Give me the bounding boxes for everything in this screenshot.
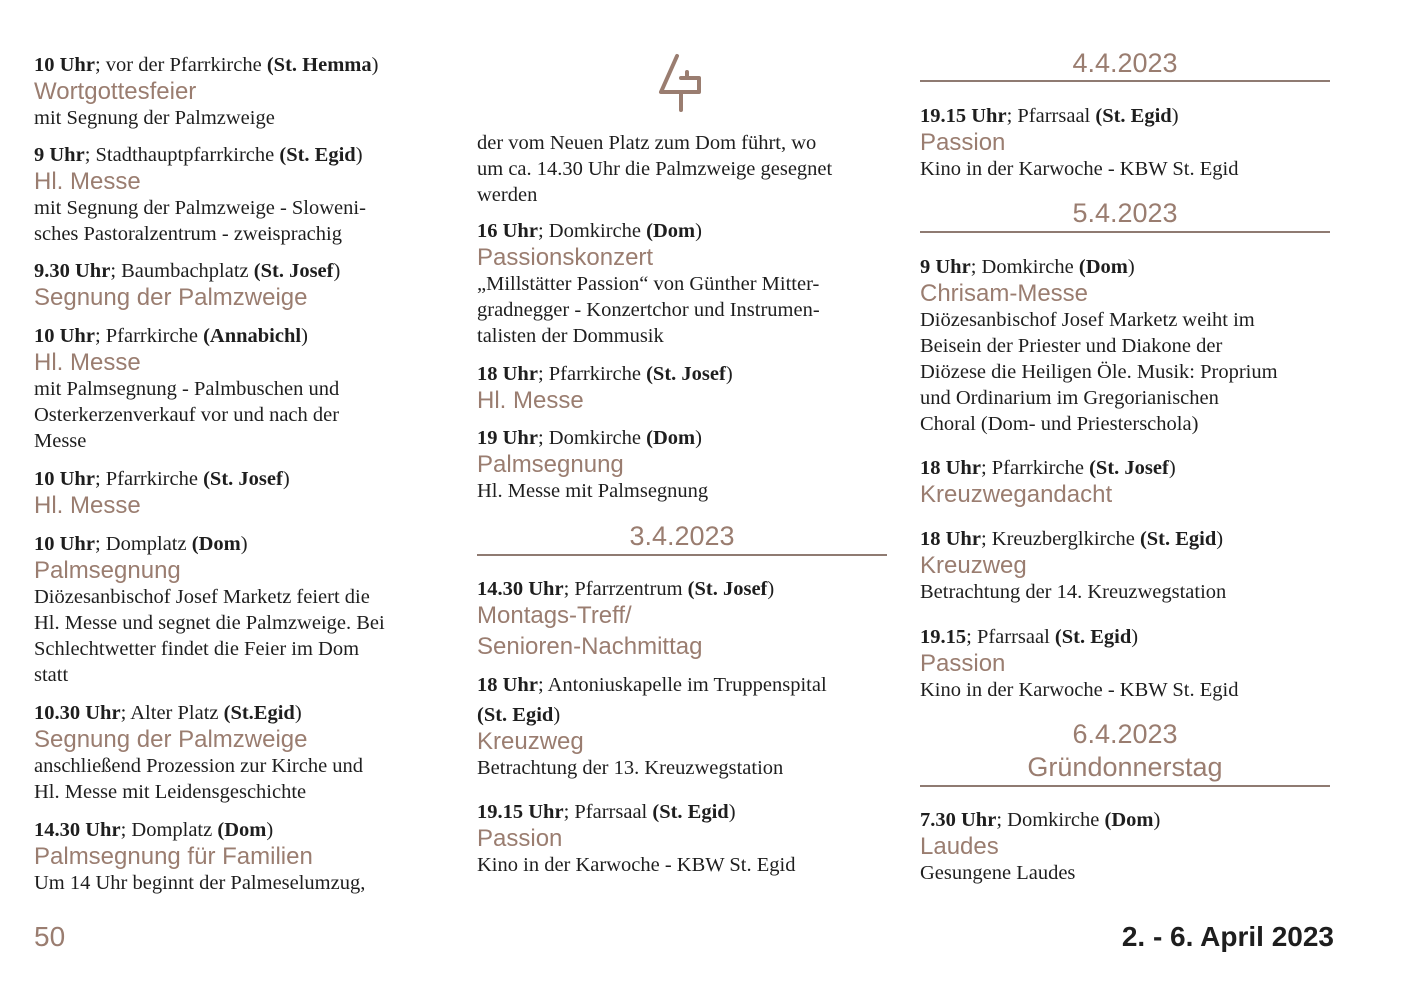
event-time: 10 Uhr	[34, 533, 95, 555]
event	[34, 817, 365, 896]
event-location: ; Domkirche	[537, 220, 647, 242]
event-time: 7.30 Uhr	[920, 809, 997, 831]
event-title: Montags-Treff/	[477, 602, 632, 629]
event-location: ; Pfarrkirche	[980, 457, 1090, 479]
day-name-heading: Gründonnerstag	[1027, 752, 1223, 782]
event-title: Hl. Messe	[34, 349, 141, 376]
event-title: Kreuzweg	[920, 552, 1027, 579]
event	[34, 700, 363, 805]
event-time: 19.15 Uhr	[477, 801, 564, 823]
event-header: 18 Uhr; Kreuzberglkirche (St. Egid)	[920, 528, 1224, 550]
event-title: Palmsegnung	[34, 557, 181, 584]
event-title: Laudes	[920, 833, 999, 860]
event-desc: Betrachtung der 14. Kreuzwegstation	[920, 581, 1227, 603]
event	[477, 218, 820, 349]
event-time: 10 Uhr	[34, 468, 95, 490]
event-parish: St. Josef	[209, 468, 283, 490]
event-location: ; Pfarrkirche	[537, 363, 647, 385]
event-time: 16 Uhr	[477, 220, 538, 242]
event-time: 9 Uhr	[34, 144, 85, 166]
event-location: ; Stadthauptpfarrkirche	[84, 144, 280, 166]
event-title: Hl. Messe	[34, 168, 141, 195]
event-header: 19.15; Pfarrsaal (St. Egid)	[920, 626, 1139, 648]
event-time: 9 Uhr	[920, 256, 971, 278]
event-header: 19 Uhr; Domkirche (Dom)	[477, 427, 702, 449]
event-time: 18 Uhr	[477, 674, 538, 696]
event	[477, 576, 774, 660]
page-number: 50	[34, 921, 66, 952]
event-location: ; vor der Pfarrkirche	[94, 54, 267, 76]
event-location: ; Pfarrsaal	[966, 626, 1055, 648]
event-desc: gradnegger - Konzertchor und Instrumen-	[477, 299, 820, 321]
event-desc: „Millstätter Passion“ von Günther Mitter-	[477, 273, 820, 295]
continued-line: um ca. 14.30 Uhr die Palmzweige gesegnet	[477, 158, 833, 180]
event-header: 10 Uhr; Pfarrkirche (St. Josef)	[34, 468, 290, 490]
event-parish: St. Josef	[652, 363, 726, 385]
event	[34, 531, 385, 688]
event	[920, 254, 1278, 437]
event-location: ; Domplatz	[120, 819, 218, 841]
event-parish: St. Josef	[1095, 457, 1169, 479]
event	[920, 526, 1226, 605]
event-title: Passion	[920, 129, 1006, 156]
event-desc: Schlechtwetter findet die Feier im Dom	[34, 638, 360, 660]
event-time: 14.30 Uhr	[477, 578, 564, 600]
event-location: ; Kreuzberglkirche	[980, 528, 1140, 550]
event-parish: St. Egid	[1102, 105, 1172, 127]
event	[920, 103, 1238, 182]
event-time: 10 Uhr	[34, 325, 95, 347]
event-desc: Kino in der Karwoche - KBW St. Egid	[477, 854, 796, 876]
event	[34, 323, 339, 454]
event-header: 9 Uhr; Stadthauptpfarrkirche (St. Egid)	[34, 144, 363, 166]
event-header	[477, 672, 827, 698]
event-parish: Dom	[224, 819, 267, 841]
event	[34, 466, 290, 519]
event-desc: Diözese die Heiligen Öle. Musik: Proprium	[920, 361, 1278, 383]
event-parish: Dom	[652, 220, 696, 242]
event-time: 18 Uhr	[920, 457, 981, 479]
event-title: Palmsegnung für Familien	[34, 843, 313, 870]
date-rule	[477, 554, 887, 556]
date-heading: 5.4.2023	[1072, 198, 1178, 228]
event-parish: St. Egid	[286, 144, 356, 166]
event-time: 9.30 Uhr	[34, 260, 111, 282]
event-location: ; Alter Platz	[120, 702, 224, 724]
event-desc: Diözesanbischof Josef Marketz weiht im	[920, 309, 1255, 331]
event-parish: St. Josef	[694, 578, 768, 600]
date-heading: 6.4.2023	[1072, 719, 1178, 749]
event-time: 19 Uhr	[477, 427, 538, 449]
event-parish: Dom	[652, 427, 696, 449]
event-header: 19.15 Uhr; Pfarrsaal (St. Egid)	[920, 105, 1179, 127]
event-desc: sches Pastoralzentrum - zweisprachig	[34, 223, 342, 245]
event-header: 10 Uhr; vor der Pfarrkirche (St. Hemma)	[34, 54, 379, 76]
continued-line: der vom Neuen Platz zum Dom führt, wo	[477, 132, 817, 154]
event-time: 19.15	[920, 626, 967, 648]
event-title: Hl. Messe	[34, 492, 141, 519]
event-location: ; Domkirche	[970, 256, 1079, 278]
event-title: Kreuzweg	[477, 728, 584, 755]
event	[920, 807, 1160, 886]
event-parish: Dom	[1085, 256, 1128, 278]
event-time: 10.30 Uhr	[34, 702, 121, 724]
event-desc: Hl. Messe und segnet die Palmzweige. Bei	[34, 612, 385, 634]
event	[34, 258, 340, 311]
event-location: ; Pfarrkirche	[94, 325, 204, 347]
event-desc: Gesungene Laudes	[920, 862, 1076, 884]
event	[34, 52, 378, 131]
continued-text	[477, 130, 832, 208]
event-header: 10 Uhr; Pfarrkirche (Annabichl)	[34, 325, 308, 347]
event-title: Kreuzwegandacht	[920, 481, 1113, 508]
event-parish: Dom	[1111, 809, 1154, 831]
event	[477, 425, 708, 504]
event	[920, 455, 1176, 508]
event-header: 14.30 Uhr; Pfarrzentrum (St. Josef)	[477, 578, 775, 600]
date-range: 2. - 6. April 2023	[1121, 921, 1334, 952]
event-header: 10.30 Uhr; Alter Platz (St.Egid)	[34, 702, 302, 724]
event-header: 10 Uhr; Domplatz (Dom)	[34, 533, 248, 555]
date-rule	[920, 231, 1330, 233]
event-time: 18 Uhr	[477, 363, 538, 385]
event-header: 16 Uhr; Domkirche (Dom)	[477, 220, 702, 242]
event-desc: Osterkerzenverkauf vor und nach der	[34, 404, 340, 426]
event-header-line2: (St. Egid)	[477, 704, 561, 726]
event-parish: St. Egid	[1061, 626, 1132, 648]
date-heading: 4.4.2023	[1072, 48, 1178, 78]
event-title: Passion	[477, 825, 563, 852]
event-time: 14.30 Uhr	[34, 819, 121, 841]
continued-line: werden	[477, 184, 538, 206]
event-desc: statt	[34, 664, 69, 686]
event-desc: anschließend Prozession zur Kirche und	[34, 755, 364, 777]
date-rule	[920, 785, 1330, 787]
event-desc: Kino in der Karwoche - KBW St. Egid	[920, 679, 1239, 701]
event-parish: Annabichl	[209, 325, 302, 347]
event-desc: mit Palmsegnung - Palmbuschen und	[34, 378, 340, 400]
event-desc: Hl. Messe mit Leidensgeschichte	[34, 781, 307, 803]
event-location: ; Antoniuskapelle im Truppenspital	[537, 674, 827, 696]
event-desc: Hl. Messe mit Palmsegnung	[477, 480, 709, 502]
event-title: Palmsegnung	[477, 451, 624, 478]
event-desc: Messe	[34, 430, 87, 452]
event	[477, 799, 795, 878]
event	[34, 142, 366, 247]
event-header: 18 Uhr; Pfarrkirche (St. Josef)	[477, 363, 733, 385]
event-desc: und Ordinarium im Gregorianischen	[920, 387, 1219, 409]
event	[477, 672, 827, 781]
event-header: 9.30 Uhr; Baumbachplatz (St. Josef)	[34, 260, 341, 282]
event-header: 14.30 Uhr; Domplatz (Dom)	[34, 819, 274, 841]
event-title: Wortgottesfeier	[34, 78, 197, 105]
event-parish: Dom	[198, 533, 241, 555]
event-parish: St. Egid	[483, 704, 554, 726]
cross-four-icon	[653, 52, 709, 114]
event-time: 10 Uhr	[34, 54, 95, 76]
event-location: ; Pfarrsaal	[563, 801, 653, 823]
event-parish: St.Egid	[230, 702, 295, 724]
date-heading: 3.4.2023	[629, 521, 735, 551]
event-desc: Betrachtung der 13. Kreuzwegstation	[477, 757, 784, 779]
event-time: 19.15 Uhr	[920, 105, 1007, 127]
event-parish: St. Egid	[1146, 528, 1217, 550]
event-title: Passionskonzert	[477, 244, 654, 271]
event-title: Segnung der Palmzweige	[34, 284, 308, 311]
event-title: Hl. Messe	[477, 387, 584, 414]
event-header: 18 Uhr; Pfarrkirche (St. Josef)	[920, 457, 1176, 479]
event-title: Passion	[920, 650, 1006, 677]
event-desc: Kino in der Karwoche - KBW St. Egid	[920, 158, 1239, 180]
event-parish: St. Egid	[659, 801, 729, 823]
event-title: Segnung der Palmzweige	[34, 726, 308, 753]
event-parish: St. Josef	[260, 260, 334, 282]
event-desc: Beisein der Priester und Diakone der	[920, 335, 1223, 357]
event	[920, 624, 1238, 703]
event-header: 9 Uhr; Domkirche (Dom)	[920, 256, 1135, 278]
event-location: ; Domkirche	[996, 809, 1105, 831]
event-time: 18 Uhr	[920, 528, 981, 550]
event-title-line2: Senioren-Nachmittag	[477, 633, 703, 660]
event-desc: talisten der Dommusik	[477, 325, 664, 347]
event-desc: Choral (Dom- und Priesterschola)	[920, 413, 1199, 435]
event-location: ; Pfarrsaal	[1006, 105, 1096, 127]
event-desc: Diözesanbischof Josef Marketz feiert die	[34, 586, 370, 608]
event-location: ; Baumbachplatz	[110, 260, 254, 282]
event-desc: Um 14 Uhr beginnt der Palmeselumzug,	[34, 872, 366, 894]
event-header: 19.15 Uhr; Pfarrsaal (St. Egid)	[477, 801, 736, 823]
event-title: Chrisam-Messe	[920, 280, 1089, 307]
event-location: ; Pfarrzentrum	[563, 578, 688, 600]
event-desc: mit Segnung der Palmzweige - Sloweni-	[34, 197, 366, 219]
date-rule	[920, 80, 1330, 82]
event-header: 7.30 Uhr; Domkirche (Dom)	[920, 809, 1161, 831]
event-location: ; Domplatz	[94, 533, 192, 555]
event-parish: St. Hemma	[273, 54, 372, 76]
event-location: ; Domkirche	[537, 427, 647, 449]
event	[477, 361, 733, 414]
event-desc: mit Segnung der Palmzweige	[34, 107, 275, 129]
event-location: ; Pfarrkirche	[94, 468, 204, 490]
